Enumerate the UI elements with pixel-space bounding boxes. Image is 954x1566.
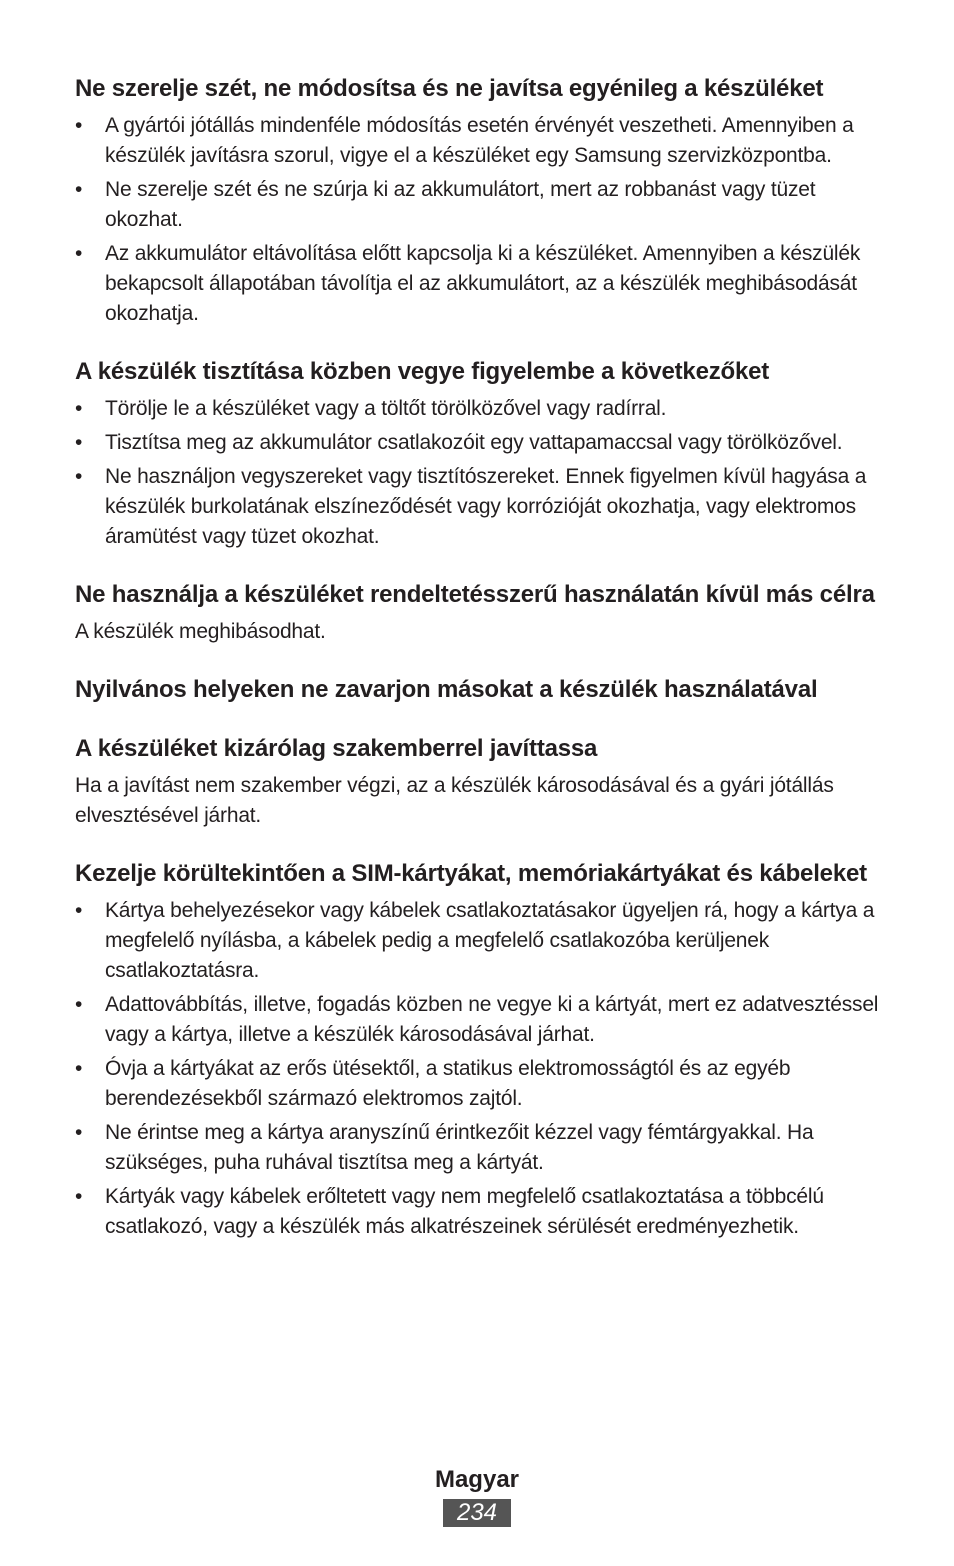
bullet-marker: • bbox=[75, 397, 83, 420]
list-item bbox=[75, 239, 887, 329]
section-intended-use bbox=[75, 578, 887, 647]
list-item bbox=[75, 462, 887, 552]
section-repair bbox=[75, 732, 887, 831]
page-number: 234 bbox=[443, 1499, 511, 1527]
section-heading: Nyilvános helyeken ne zavarjon másokat a készülék használatával bbox=[75, 676, 818, 703]
list-item bbox=[75, 1182, 887, 1242]
page-footer bbox=[0, 1463, 954, 1527]
list-item-text: Ne szerelje szét és ne szúrja ki az akkumulátort, mert az robbanást vagy tüzet okozhat. bbox=[105, 178, 816, 231]
list-item bbox=[75, 1054, 887, 1114]
list-item bbox=[75, 175, 887, 235]
list-item bbox=[75, 896, 887, 986]
list-item-text: Kártya behelyezésekor vagy kábelek csatlakoztatásakor ügyeljen rá, hogy a kártya a megfelelő nyílásba, a kábelek pedig a megfelelő csatlakozóba kerüljenek csatlakoztatásra. bbox=[105, 899, 875, 982]
section-disassembly bbox=[75, 72, 887, 329]
section-cards-cables bbox=[75, 857, 887, 1242]
list-item bbox=[75, 1118, 887, 1178]
bullet-list bbox=[75, 111, 887, 329]
list-item bbox=[75, 111, 887, 171]
list-item-text: Óvja a kártyákat az erős ütésektől, a statikus elektromosságtól és az egyéb berendezésekből származó elektromos zajtól. bbox=[105, 1057, 791, 1110]
list-item-text: Az akkumulátor eltávolítása előtt kapcsolja ki a készüléket. Amennyiben a készülék bekapcsolt állapotában távolítja el az akkumulátort, az a készülék meghibásodását okozhatja. bbox=[105, 242, 861, 325]
bullet-marker: • bbox=[75, 242, 83, 265]
bullet-marker: • bbox=[75, 1121, 83, 1144]
list-item-text: A gyártói jótállás mindenféle módosítás esetén érvényét veszetheti. Amennyiben a készülék javításra szorul, vigye el a készüléket egy Samsung szervizközpontba. bbox=[105, 114, 854, 167]
document-body bbox=[75, 72, 887, 1268]
section-text: Ha a javítást nem szakember végzi, az a készülék károsodásával és a gyári jótállás elvesztésével járhat. bbox=[75, 774, 834, 827]
list-item bbox=[75, 394, 887, 424]
footer-language: Magyar bbox=[434, 1466, 520, 1493]
bullet-marker: • bbox=[75, 465, 83, 488]
bullet-list bbox=[75, 394, 887, 552]
section-heading: Kezelje körültekintően a SIM-kártyákat, memóriakártyákat és kábeleket bbox=[75, 860, 867, 887]
bullet-marker: • bbox=[75, 431, 83, 454]
bullet-marker: • bbox=[75, 114, 83, 137]
bullet-marker: • bbox=[75, 1185, 83, 1208]
list-item-text: Törölje le a készüléket vagy a töltőt törölközővel vagy radírral. bbox=[105, 397, 667, 420]
list-item-text: Kártyák vagy kábelek erőltetett vagy nem megfelelő csatlakoztatása a többcélú csatlakozó, vagy a készülék más alkatrészeinek sérülését eredményezhetik. bbox=[105, 1185, 824, 1238]
section-text: A készülék meghibásodhat. bbox=[75, 620, 326, 643]
bullet-list bbox=[75, 896, 887, 1242]
section-heading: Ne használja a készüléket rendeltetésszerű használatán kívül más célra bbox=[75, 581, 875, 608]
list-item-text: Ne használjon vegyszereket vagy tisztítószereket. Ennek figyelmen kívül hagyása a készülék burkolatának elszíneződését vagy korrózióját okozhatja, vagy elektromos áramütést vagy tüzet okozhat. bbox=[105, 465, 867, 548]
section-heading: A készüléket kizárólag szakemberrel javíttassa bbox=[75, 735, 598, 762]
section-cleaning bbox=[75, 355, 887, 552]
section-heading: A készülék tisztítása közben vegye figyelembe a következőket bbox=[75, 358, 770, 385]
list-item-text: Adattovábbítás, illetve, fogadás közben ne vegye ki a kártyát, mert ez adatvesztéssel vagy a kártya, illetve a készülék károsodásával járhat. bbox=[105, 993, 879, 1046]
bullet-marker: • bbox=[75, 899, 83, 922]
list-item-text: Tisztítsa meg az akkumulátor csatlakozóit egy vattapamaccsal vagy törölközővel. bbox=[105, 431, 843, 454]
section-heading: Ne szerelje szét, ne módosítsa és ne javítsa egyénileg a készüléket bbox=[75, 75, 824, 102]
list-item bbox=[75, 428, 887, 458]
bullet-marker: • bbox=[75, 1057, 83, 1080]
section-public-places bbox=[75, 673, 887, 706]
list-item bbox=[75, 990, 887, 1050]
bullet-marker: • bbox=[75, 178, 83, 201]
list-item-text: Ne érintse meg a kártya aranyszínű érintkezőit kézzel vagy fémtárgyakkal. Ha szükséges, puha ruhával tisztítsa meg a kártyát. bbox=[105, 1121, 814, 1174]
bullet-marker: • bbox=[75, 993, 83, 1016]
